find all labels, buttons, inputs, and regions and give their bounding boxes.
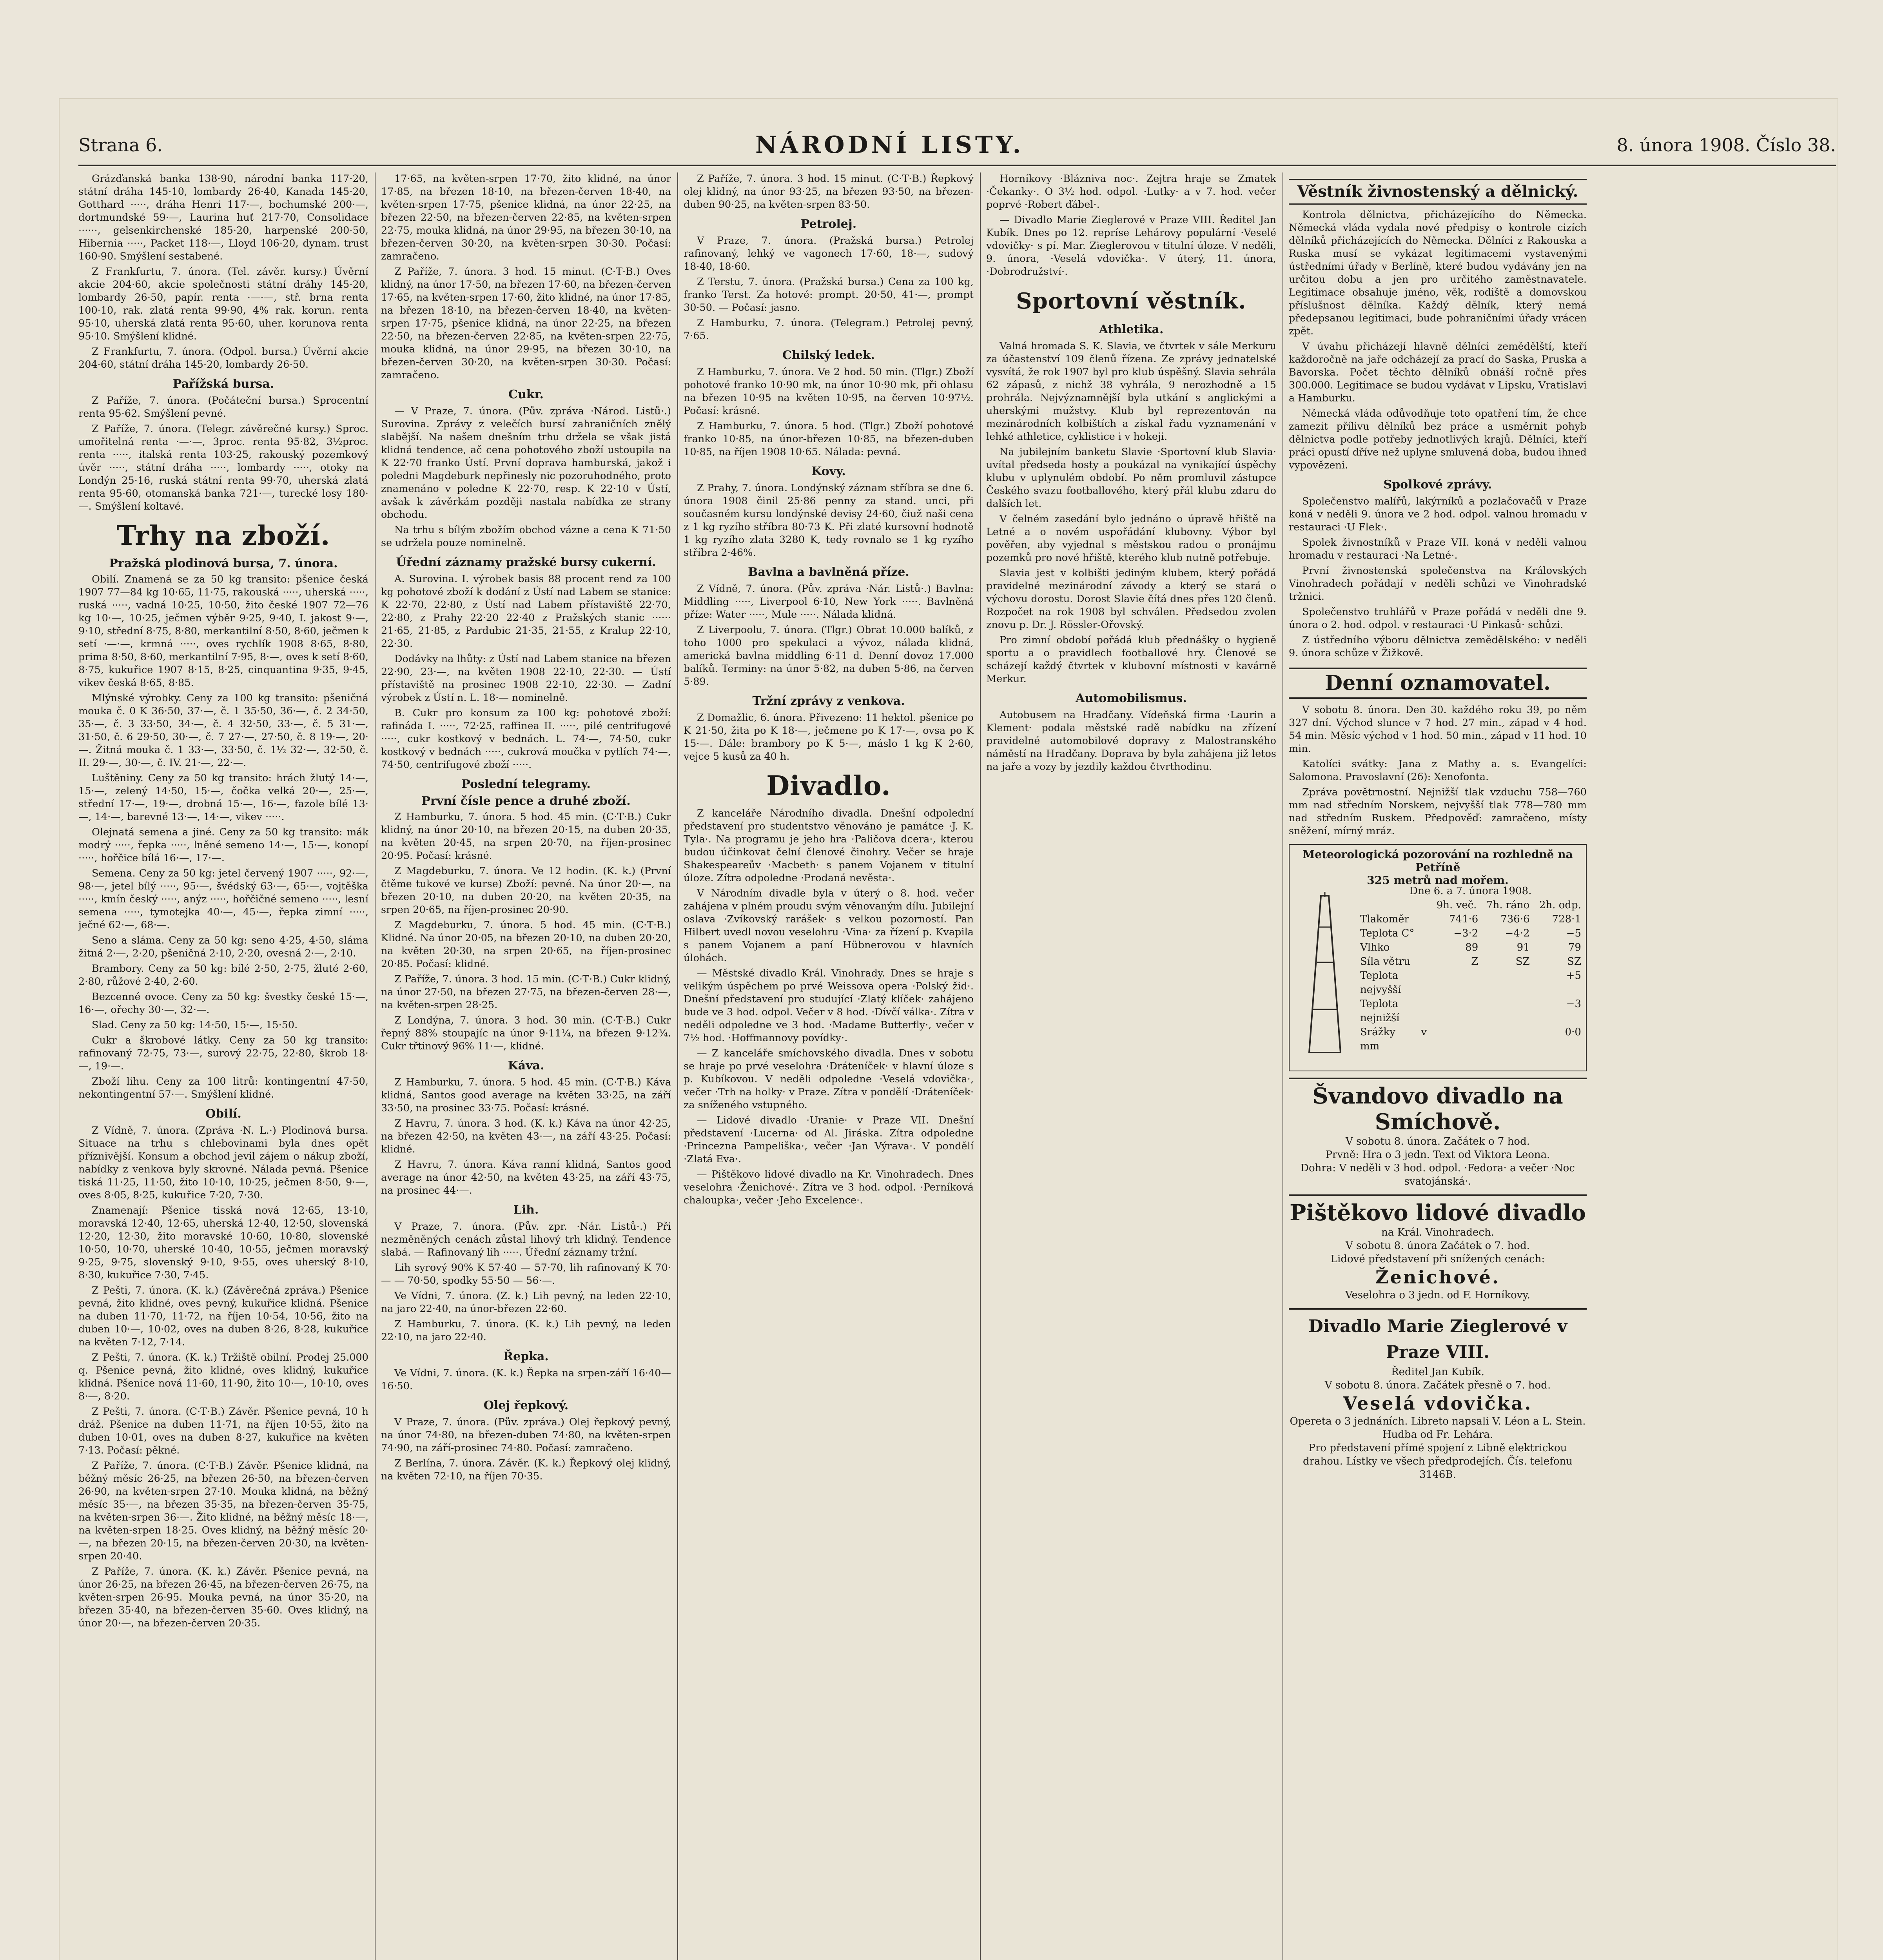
section-heading: Spolkové zprávy. [1383,478,1492,492]
text-block: Z Hamburku, 7. února. 5 hod. 45 min. (C·T·B.) Káva klidná, Santos good average na květen 33·25, na září 33·50, na prosinec 33·75. Počasí: krásné. [381,1076,671,1114]
page-header [78,129,1836,161]
section-heading: Tržní zprávy z venkova. [752,694,905,708]
masthead: NÁRODNÍ LISTY. [755,131,1024,159]
meteo-cell [1443,997,1478,1025]
ad-svandovo [1289,1078,1587,1188]
column-2 [381,172,671,1960]
section-title: Věstník živnostenský a dělnický. [1289,179,1587,205]
text-block: Spolek živnostníků v Praze VII. koná v neděli valnou hromadu v restauraci ·Na Letné·. [1289,537,1587,561]
text-block: Z Havru, 7. února. 3 hod. (K. k.) Káva na únor 42·25, na březen 42·50, na květen 43·—, na září 43·25. Počasí: klidné. [381,1118,671,1155]
text-block: Z Domažlic, 6. února. Přivezeno: 11 hektol. pšenice po K 21·50, žita po K 18·—, ječmene po K 17·—, ovsa po K 15·—. Dále: brambory po K 5·—, máslo 1 kg K 2·60, vejce 5 kusů za 40 h. [684,712,974,762]
text-block: Z Paříže, 7. února. 3 hod. 15 minut. (C·T·B.) Oves klidný, na únor 17·50, na březen 17·60, na březen-červen 17·65, na květen-srpen 17·60, žito klidné, na únor 17·85, na březen 18·10, na březen-červen 18·40, na květen-srpen 17·75, pšenice klidná, na únor 22·25, na březen 22·50, na březen-červen 22·85, na květen-srpen 22·75, mouka klidná, na únor 29·95, na březen 30·10, na březen-červen 30·20, na květen-srpen 30·30. Počasí: zamračeno. [381,266,671,381]
text-block: Z Havru, 7. února. Káva ranní klidná, Santos good average na únor 42·50, na květen 43·25, na září 43·75, na prosinec 44·—. [381,1159,671,1196]
text-block: Společenstvo malířů, lakýrníků a pozlačovačů v Praze koná v neděli 9. února ve 2 hod. odpol. valnou hromadu v restauraci ·U Flek·. [1289,495,1587,533]
text-block: Autobusem na Hradčany. Vídeňská firma ·Laurin a Klement· podala městské radě nabídku na zřízení pravidelné automobilové dopravy z Malostranského náměstí na Hradčany. Doprava by byla zahájena již letos na jaře a vozy by jezdily každou čtvrthodinu. [986,709,1276,773]
text-block: Horníkovy ·Blázniva noc·. Zejtra hraje se Zmatek ·Čekanky·. O 3½ hod. odpol. ·Lutky· a v 7. hod. večer poprvé ·Robert ďábel·. [986,173,1276,211]
text-block: Z Magdeburku, 7. února. Ve 12 hodin. (K. k.) (První čtěme tukové ve kurse) Zboží: pevné. Na únor 20·—, na březen 20·10, na duben 20·20, na květen 20·35, na srpen 20·65, na říjen-prosinec 20·90. [381,865,671,916]
column-3 [684,172,974,1960]
column-divider [980,172,981,1960]
text-block: Bezcenné ovoce. Ceny za 50 kg: švestky české 15·—, 16·—, ořechy 30·—, 32·—. [78,991,368,1016]
column-5 [1289,172,1587,1960]
ad-title: Pištěkovo lidové divadlo [1290,1200,1586,1226]
meteo-row [1360,997,1581,1025]
section-heading: Athletika. [1099,323,1164,336]
section-heading: Pařížská bursa. [172,377,274,391]
text-block: Z kanceláře Národního divadla. Dnešní odpolední představení pro studentstvo věnováno je památce ·J. K. Tyla·. Na programu je jeho hra ·Paličova dcera·, kterou budou účinkovat čelní členové činohry. Večer se hraje Shakespeareův ·Macbeth· s panem Vojanem v titulní úloze. Zítra odpoledne ·Prodaná nevěsta·. [684,808,974,884]
text-block: Z Paříže, 7. února. (K. k.) Závěr. Pšenice pevná, na únor 26·25, na březen 26·45, na březen-červen 26·75, na květen-srpen 26·95. Mouka pevná, na únor 35·20, na březen 35·40, na březen-červen 35·60. Oves klidný, na únor 20·—, na březen-červen 20·35. [78,1566,368,1629]
text-block: Z Paříže, 7. února. 3 hod. 15 min. (C·T·B.) Cukr klidný, na únor 27·50, na březen 27·75, na březen-červen 28·—, na květen-srpen 28·25. [381,973,671,1011]
ad-line: Pro představení přímé spojení z Libně elektrickou drahou. Lístky ve všech předprodejích. Čís. telefonu 3146B. [1302,1442,1573,1481]
columns [78,172,1836,1960]
text-block: Slavia jest v kolbišti jediným klubem, který pořádá pravidelné mezinárodní závody a který se stará o výchovu dorostu. Dorost Slavie čítá dnes přes 120 členů. Rozpočet na rok 1908 byl schválen. Předsedou zvolen znovu p. Dr. J. Rössler-Ořovský. [986,567,1276,631]
text-block: — Z kanceláře smíchovského divadla. Dnes v sobotu se hraje po prvé veselohra ·Dráteníček· v hlavní úloze s p. Kubíkovou. V neděli odpoledne ·Veselá vdovička·, večer ·Trh na holky· v Praze. Zítra v pondělí ·Dráteníček· za sníženého vstupného. [684,1047,974,1111]
meteo-row-label: Síla větru [1360,956,1410,967]
text-block: Grázďanská banka 138·90, národní banka 117·20, státní dráha 145·10, lombardy 26·40, Kanada 145·20, Gotthard ·····, dráha Henri 117·—, bochumské 200·—, dortmundské 59·—, Laurina huť 217·70, Consolidace ······, gelsenkirchenské 185·20, harpenské 200·50, Hibernia ·····, Packet 118·—, Lloyd 106·20, dynam. trust 160·90. Smýšlení sestabené. [78,173,368,262]
ad-line: Dohra: V neděli v 3 hod. odpol. ·Fedora· a večer ·Noc svatojánská·. [1301,1162,1575,1187]
meteo-col-header: 9h. več. [1436,899,1477,911]
meteo-title: Meteorologická pozorování na rozhledně na Petříně [1302,848,1573,874]
text-block: Z Magdeburku, 7. února. 5 hod. 45 min. (C·T·B.) Klidné. Na únor 20·05, na březen 20·10, na duben 20·20, na květen 20·30, na srpen 20·65, na říjen-prosinec 20·85. Počasí: klidné. [381,919,671,970]
ad-play-title: Ženichové. [1375,1267,1500,1288]
meteo-row-label: Teplota nejnižší [1360,998,1400,1024]
text-block: Z Vídně, 7. února. (Pův. zpráva ·Nár. Listů·.) Bavlna: Middling ·····, Liverpool 6·10, New York ·····. Bavlněná příze: Water ·····, Mule ·····. Nálada klidná. [684,583,974,621]
date-issue: 8. února 1908. Číslo 38. [1616,134,1836,156]
text-block: Z ústředního výboru dělnictva zemědělského: v neděli 9. února schůze v Žižkově. [1289,634,1587,659]
section-subtitle: První čísle pence a druhé zboží. [421,794,631,808]
ad-title: Švandovo divadlo na Smíchově. [1312,1083,1563,1135]
text-block: Mlýnské výrobky. Ceny za 100 kg transito: pšeničná mouka č. 0 K 36·50, 37·—, č. 1 35·50, 36·—, č. 2 34·50, 35·—, č. 3 33·50, 34·—, č. 4 32·50, 33·—, č. 5 31·—, 31·50, č. 6 29·50, 30·—, č. 7 27·—, 27·50, č. 8 19·—, 20·—. Žitná mouka č. 1 33·—, 33·50, č. 1½ 32·—, 32·50, č. II. 29·—, 30·—, č. IV. 21·—, 22·—. [78,692,368,769]
section-heading: Bavlna a bavlněná příze. [748,565,909,579]
text-block: Z Pešti, 7. února. (K. k.) (Závěrečná zpráva.) Pšenice pevná, žito klidné, oves pevný, kukuřice klidná. Pšenice na duben 11·70, 11·72, na říjen 10·54, 10·56, žito na duben 10·—, 10·02, oves na duben 8·26, 8·28, kukuřice na květen 7·12, 7·14. [78,1285,368,1348]
column-divider [677,172,678,1960]
section-heading: Lih. [513,1203,539,1217]
meteo-cell: Z [1471,956,1478,967]
text-block: Cukr a škrobové látky. Ceny za 50 kg transito: rafinovaný 72·75, 73·—, surový 22·75, 22·80, škrob 18·—, 19·—. [78,1034,368,1072]
section-title: Divadlo. [766,770,891,802]
meteo-row [1360,955,1581,969]
section-heading: Káva. [508,1059,544,1073]
text-block: V úvahu přicházejí hlavně dělníci zemědělští, kteří každoročně na jaře odcházejí za prací do Saska, Pruska a Bavorska. Počet těchto dělníků obnáší ročně přes 300.000. Legitimace se budou vydávat v Lipsku, Vratislavi a Hamburku. [1289,341,1587,404]
section-heading: Úřední záznamy pražské bursy cukerní. [396,555,656,569]
ad-title: Divadlo Marie Zieglerové v Praze VIII. [1308,1316,1567,1362]
meteo-row [1360,1025,1581,1053]
section-heading: Kovy. [811,465,846,478]
meteo-row-label: Tlakoměr [1360,913,1410,925]
meteo-cell: −4·2 [1505,927,1530,939]
section-heading: Petrolej. [800,217,857,231]
meteo-col-header: 2h. odp. [1539,899,1581,911]
ad-play-title: Veselá vdovička. [1343,1393,1533,1414]
meteo-cell [1495,969,1530,997]
text-block: Z Liverpoolu, 7. února. (Tlgr.) Obrat 10.000 balíků, z toho 1000 pro spekulaci a vývoz, nálada klidná, americká bavlna middling 6·11 d. Denní dovoz 17.000 balíků. Terminy: na únor 5·82, na duben 5·86, na červen 5·89. [684,624,974,688]
text-block: Společenstvo truhlářů v Praze pořádá v neděli dne 9. února o 2. hod. odpol. v restauraci ·U Pinkasů· schůzi. [1289,606,1587,631]
text-block: A. Surovina. I. výrobek basis 88 procent rend za 100 kg pohotové zboží k dodání z Ústí nad Labem se stanice: K 22·70, 22·80, z Ústí nad Labem přístaviště 22·70, 22·80, z Prahy 22·20 22·40 z Pražských stanic ······ 21·65, 21·85, z Pardubic 21·35, 21·55, z Kralup 22·10, 22·30. [381,573,671,650]
text-block: V Praze, 7. února. (Pův. zpr. ·Nár. Listů·.) Při nezměněných cenách zůstal lihový trh klidný. Tendence slabá. — Rafinovaný lih ·····. Úřední záznamy tržní. [381,1221,671,1258]
meteo-box [1289,844,1587,1071]
text-block: Lih syrový 90% K 57·40 — 57·70, lih rafinovaný K 70·— — 70·50, spodky 55·50 — 56·—. [381,1262,671,1287]
meteo-row [1360,926,1581,940]
text-block: Katolíci svátky: Jana z Mathy a. s. Evangelíci: Salomona. Pravoslavní (26): Xenofonta. [1289,758,1587,783]
meteo-cell [1495,997,1530,1025]
meteo-cell: 89 [1465,942,1478,953]
ad-line: Veselohra o 3 jedn. od F. Horníkovy. [1345,1289,1530,1301]
text-block: V čelném zasedání bylo jednáno o úpravě hřiště na Letné a o novém uspořádání klubovny. Výbor byl pověřen, aby vyjednal s městskou radou o pronájmu pozemků pro nové hřiště, kterého klub nutně potřebuje. [986,513,1276,564]
ad-subtitle: Ředitel Jan Kubík. [1391,1366,1484,1378]
ad-line: Prvně: Hra o 3 jedn. Text od Viktora Leona. [1325,1149,1550,1161]
text-block: — Lidové divadlo ·Uranie· v Praze VII. Dnešní představení ·Lucerna· od Al. Jiráska. Zítra odpoledne ·Princezna Pampeliška·, večer ·Jan Výrava·. V pondělí ·Zlatá Eva·. [684,1114,974,1165]
text-block: Na jubilejním banketu Slavie ·Sportovní klub Slavia· uvítal předseda hosty a poukázal na vynikající úspěchy klubu v uplynulém období. Po něm promluvil zástupce Českého svazu footballového, který přál klubu zdaru do dalších let. [986,446,1276,510]
text-block: Dodávky na lhůty: z Ústí nad Labem stanice na březen 22·90, 23·—, na květen 1908 22·10, 22·30. — Ústí přístaviště na prosinec 1908 22·10, 22·30. — Zadní výrobek z Ústí n. L. 18·— nominelně. [381,653,671,704]
section-heading: Řepka. [503,1350,549,1363]
text-block: Ve Vídni, 7. února. (K. k.) Řepka na srpen-září 16·40—16·50. [381,1367,671,1392]
meteo-row [1360,912,1581,926]
text-block: Z Pešti, 7. února. (C·T·B.) Závěr. Pšenice pevná, 10 h dráž. Pšenice na duben 11·71, na říjen 10·55, žito na duben 10·01, oves na duben 8·27, kukuřice na květen 7·13. Počasí: pěkné. [78,1406,368,1456]
ad-line: V sobotu 8. února. Začátek o 7 hod. [1346,1136,1530,1147]
section-heading: Olej řepkový. [483,1399,569,1412]
meteo-cell: SZ [1515,956,1530,967]
text-block: Z Paříže, 7. února. (Počáteční bursa.) Sprocentní renta 95·62. Smýšlení pevné. [78,395,368,419]
meteo-cell: 736·6 [1500,913,1530,925]
meteo-cell: SZ [1567,956,1581,967]
meteo-cell: +5 [1566,970,1581,982]
meteo-body [1360,912,1581,1053]
petrin-tower-icon [1301,892,1348,1056]
text-block: Slad. Ceny za 50 kg: 14·50, 15·—, 15·50. [92,1019,298,1031]
text-block: Seno a sláma. Ceny za 50 kg: seno 4·25, 4·50, sláma žitná 2·—, 2·20, pšeničná 2·10, 2·20, ovesná 2·—, 2·10. [78,935,368,959]
meteo-row [1360,969,1581,997]
text-block: Z Hamburku, 7. února. 5 hod. 45 min. (C·T·B.) Cukr klidný, na únor 20·10, na březen 20·15, na duben 20·35, na květen 20·45, na srpen 20·70, na říjen-prosinec 20·95. Počasí: krásné. [381,811,671,862]
meteo-cell: 91 [1517,942,1530,953]
text-block: — V Praze, 7. února. (Pův. zpráva ·Národ. Listů·.) Surovina. Zprávy z velečích bursí zahraničních znělý slabější. Na našem dnešním trhu držela se však jistá klidná tendence, ač cena pohotového zboží ustoupila na K 22·70 franko Ústí. První doprava hamburská, jakož i poledni Magdeburk nepřinesly nic pozoruhodného, proto znamenáno v poledne K 22·70, resp. K 22·10 v Ústí, avšak k závěrkám později nastala nabídka ze strany obchodu. [381,405,671,521]
text-block: Z Pešti, 7. února. (K. k.) Tržiště obilní. Prodej 25.000 q. Pšenice pevná, žito klidné, oves klidný, kukuřice klidná. Pšenice nová 11·60, 11·90, žito 10·—, 10·10, oves 8·—, 8·20. [78,1352,368,1402]
ad-line: V sobotu 8. února Začátek o 7. hod. [1346,1240,1530,1252]
text-block: Z Frankfurtu, 7. února. (Tel. závěr. kursy.) Úvěrní akcie 204·60, akcie společnosti státní dráhy 145·20, lombardy 26·50, papír. renta ·—·—, stř. brna renta 100·10, rak. zlatá renta 99·90, 4% rak. korun. renta 95·10, uherská zlatá renta 95·60, uher. korunova renta 95·10. Smýšlení klidné. [78,266,368,342]
meteo-corner [1360,898,1427,912]
meteo-cell [1495,1025,1530,1053]
column-1 [78,172,368,1960]
text-block: Pro zimní období pořádá klub přednášky o hygieně sportu a o pravidlech footballové hry. Členové se scházejí každý čtvrtek v klubovní místnosti v kavárně Merkur. [986,634,1276,685]
section-title: Denní oznamovatel. [1289,668,1587,699]
meteo-row [1360,940,1581,955]
text-block: Z Hamburku, 7. února. 5 hod. (Tlgr.) Zboží pohotové franko 10·85, na únor-březen 10·85, na březen-duben 10·85, na říjen 1908 10·65. Nálada: pevná. [684,420,974,458]
text-block: V Praze, 7. února. (Pražská bursa.) Petrolej rafinovaný, lehký ve vagonech 17·60, 18·—, sudový 18·40, 18·60. [684,235,974,272]
ad-line: V sobotu 8. února. Začátek přesně o 7. hod. [1324,1379,1551,1391]
meteo-cell: −3·2 [1453,927,1478,939]
meteo-cell: 79 [1568,942,1581,953]
meteo-date: Dne 6. a 7. února 1908. [1410,885,1532,897]
text-block: Z Paříže, 7. února. 3 hod. 15 minut. (C·T·B.) Řepkový olej klidný, na únor 93·25, na březen 93·50, na březen-duben 90·25, na květen-srpen 83·50. [684,173,974,211]
text-block: Zboží lihu. Ceny za 100 litrů: kontingentní 47·50, nekontingentní 57·—. Smýšlení klidné. [78,1076,368,1100]
ad-subtitle: na Král. Vinohradech. [1381,1227,1495,1238]
text-block: Luštěniny. Ceny za 50 kg transito: hrách žlutý 14·—, 15·—, zelený 14·50, 15·—, čočka velká 20·—, 25·—, střední 17·—, 19·—, drobná 15·—, 16·—, fazole bílé 13·—, 14·—, barevné 13·—, 14·—, vikev ·····. [78,772,368,823]
text-block: Brambory. Ceny za 50 kg: bílé 2·50, 2·75, žluté 2·60, 2·80, růžové 2·40, 2·60. [78,963,368,987]
text-block: — Pištěkovo lidové divadlo na Kr. Vinohradech. Dnes veselohra ·Ženichové·. Zítra ve 3 hod. odpol. ·Perníková chaloupka·, večer ·Jeho Excelence·. [684,1169,974,1206]
text-block: — Městské divadlo Král. Vinohrady. Dnes se hraje s velikým úspěchem po prvé Weissova opera ·Polský žid·. Dnešní představení pro studující ·Zlatý klíček· zahájeno bude ve 3 hod. odpol. Večer v 8 hod. ·Dívčí válka·. Zítra v neděli odpoledne ve 3 hod. ·Madame Butterfly·, večer v 7½ hod. ·Hoffmannovy povídky·. [684,967,974,1044]
text-block: Z Prahy, 7. února. Londýnský záznam stříbra se dne 6. února 1908 činil 25·86 penny za stand. unci, při současném kursu londýnské devisy 24·60, čiuž naši cena z 1 kg ryzího stříbra 80·73 K. Při zlaté kursovní hodnotě 1 kg ryzího zlata 3280 K, tedy rovnalo se 1 kg ryzího stříbra 2·46%. [684,482,974,559]
meteo-row-label: Srážky v mm [1360,1026,1427,1052]
text-block: Znamenají: Pšenice tisská nová 12·65, 13·10, moravská 12·40, 12·65, uherská 12·40, 12·50, slovenská 12·20, 12·30, žito moravské 10·60, 10·80, slovenské 10·50, 10·70, uherské 10·40, 10·55, ječmen moravský 9·25, 9·75, slovenský 9·10, 9·55, oves uherský 8·10, 8·30, kukuřice 7·30, 7·45. [78,1205,368,1281]
text-block: Z Terstu, 7. února. (Pražská bursa.) Cena za 100 kg, franko Terst. Za hotové: prompt. 20·50, 41·—, prompt 30·50. — Počasí: jasno. [684,276,974,314]
meteo-header-row [1360,898,1581,912]
text-block: Olejnatá semena a jiné. Ceny za 50 kg transito: mák modrý ·····, řepka ·····, lněné semeno 14·—, 15·—, konopí ·····, hořčice bílá 16·—, 17·—. [78,826,368,864]
text-block: Semena. Ceny za 50 kg: jetel červený 1907 ·····, 92·—, 98·—, jetel bílý ·····, 95·—, švédský 63·—, 65·—, vojtěška ·····, kmín český ·····, anýz ·····, hořčičné semeno ·····, lesní semena ·····, tymotejka 40·—, 45·—, řepka zimní ·····, ječné 62·—, 68·—. [78,867,368,931]
column-divider [375,172,376,1960]
meteo-subtitle: 325 metrů nad mořem. [1367,874,1509,887]
text-block: V Národním divadle byla v úterý o 8. hod. večer zahájena v plném proudu svým věnovaným dílu. Jubilejní oslava ·Zvíkovský rarášek· s velkou pozorností. Pan Hilbert uvedl novou veselohru ·Vina· za řízení p. Kvapila s panem Vojanem a paní Hübnerovou v hlavních úlohách. [684,887,974,964]
text-block: Kontrola dělnictva, přicházejícího do Německa. Německá vláda vydala nové předpisy o kontrole cizích dělníků přicházejících do Německa. Dělníci z Rakouska a Ruska musí se vykázat legitimacemi vystavenými ústředními úřady v Berlíně, které budou vydávány jen na určitou dobu a jen pro určitého zaměstnavatele. Legitimace obsahuje jméno, věk, rodiště a domovskou příslušnost dělníka. Každý dělník, který nemá předepsanou legitimaci, bude pohraničními úřady vrácen zpět. [1289,209,1587,337]
meteo-row-label: Teplota nejvyšší [1360,970,1401,996]
text-block: Valná hromada S. K. Slavia, ve čtvrtek v sále Merkuru za účastenství 109 členů řízena. Ze zprávy jednatelské vysvítá, že rok 1907 byl pro klub úspěšný. Slavia sehrála 62 zápasů, z nichž 38 vyhrála, 9 nerozhodně a 15 prohrála. Nejvýznamnější byla utkání s anglickými a uherskými mužstvy. Klub byl reprezentován na mezinárodních kolbištích a získal řadu vyznamenání v lehké athletice, cyklistice i v hokeji. [986,340,1276,443]
section-title: Trhy na zboží. [116,520,330,552]
meteo-cell: 728·1 [1552,913,1581,925]
page-label: Strana 6. [78,134,163,156]
section-subtitle: Pražská plodinová bursa, 7. února. [109,557,338,570]
meteo-cell [1443,1025,1478,1053]
meteo-table [1360,884,1581,1053]
text-block: V Praze, 7. února. (Pův. zpráva.) Olej řepkový pevný, na únor 74·80, na březen-duben 74·80, na květen-srpen 74·90, na září-prosinec 74·80. Počasí: zamračeno. [381,1416,671,1454]
text-block: Z Berlína, 7. února. Závěr. (K. k.) Řepkový olej klidný, na květen 72·10, na říjen 70·35. [381,1457,671,1482]
text-block: První živnostenská společenstva na Královských Vinohradech pořádají v neděli schůzi ve Vinohradské tržnici. [1289,565,1587,603]
text-block: V sobotu 8. února. Den 30. každého roku 39, po něm 327 dní. Východ slunce v 7 hod. 27 min., západ v 4 hod. 54 min. Měsíc východ v 1 hod. 50 min., západ v 11 hod. 10 min. [1289,704,1587,755]
ad-ziegler [1289,1308,1587,1481]
ad-line: Opereta o 3 jednáních. Libreto napsali V. Léon a L. Stein. Hudba od Fr. Lehára. [1290,1416,1586,1441]
section-heading: Obilí. [205,1107,241,1121]
text-block: Z Paříže, 7. února. (C·T·B.) Závěr. Pšenice klidná, na běžný měsíc 26·25, na březen 26·50, na březen-červen 26·90, na květen-srpen 27·10. Mouka klidná, na běžný měsíc 35·—, na březen 35·35, na březen-červen 35·75, na květen-srpen 36·—. Žito klidné, na běžný měsíc 18·—, na květen-srpen 18·25. Oves klidný, na běžný měsíc 20·—, na březen 20·15, na březen-červen 20·30, na květen-srpen 20·40. [78,1460,368,1562]
meteo-cell: 741·6 [1449,913,1478,925]
meteo-cell: 0·0 [1565,1026,1581,1038]
text-block: Z Hamburku, 7. února. (K. k.) Lih pevný, na leden 22·10, na jaro 22·40. [381,1318,671,1343]
header-rule [78,165,1836,166]
ad-pistek [1289,1194,1587,1302]
text-block: Z Londýna, 7. února. 3 hod. 30 min. (C·T·B.) Cukr řepný 88% stoupajíc na únor 9·11¼, na březen 9·12¾. Cukr třtinový 96% 11·—, klidné. [381,1014,671,1052]
section-heading: Chilský ledek. [782,348,875,362]
text-block: 17·65, na květen-srpen 17·70, žito klidné, na únor 17·85, na březen 18·10, na březen-červen 18·40, na květen-srpen 17·75, pšenice klidná, na únor 22·25, na březen 22·50, na březen-červen 22·85, na květen-srpen 22·75, mouka klidná, na únor 29·95, na březen 30·10, na březen-červen 30·20, na květen-srpen 30·30. Počasí: zamračeno. [381,173,671,262]
text-block: B. Cukr pro konsum za 100 kg: pohotové zboží: rafináda I. ·····, 72·25, raffinea II. ·····, pilé centrifugové ·····, cukr kostkový v bednách. L. 74·—, 74·50, cukr kostkový v bednách ·····, cukrová moučka v pytlích 74·—, 74·50, centrifugové zboží ·····. [381,707,671,771]
meteo-col-header: 7h. ráno [1486,899,1530,911]
meteo-cell: −5 [1566,927,1581,939]
text-block: Na trhu s bílým zbožím obchod vázne a cena K 71·50 se udržela pouze nominelně. [381,524,671,549]
text-block: Zpráva povětrnostní. Nejnižší tlak vzduchu 758—760 mm nad středním Norskem, nejvyšší tlak 778—780 mm nad středním Ruskem. Předpověď: zamračeno, místy sněžení, mírný mráz. [1289,786,1587,837]
meteo-row-label: Vlhko [1360,942,1390,953]
ad-line: Lidové představení při snížených cenách: [1330,1253,1545,1265]
text-block: Z Paříže, 7. února. (Telegr. závěrečné kursy.) Sproc. umořitelná renta ·—·—, 3proc. renta 95·82, 3½proc. renta ·····, italská renta 103·25, rakouský pozemkový úvěr ·····, státní dráha ·····, lombardy ·····, otoky na Londýn 25·16, ruská státní renta 99·70, uherská zlatá renta 95·60, otomanská banka 721·—, turecké losy 180·—. Smýšlení koltavé. [78,423,368,512]
text-block: Z Hamburku, 7. února. (Telegram.) Petrolej pevný, 7·65. [684,317,974,342]
meteo-row-label: Teplota C° [1360,927,1415,939]
section-heading: Poslední telegramy. [461,777,591,791]
text-block: — Divadlo Marie Zieglerové v Praze VIII. Ředitel Jan Kubík. Dnes po 12. repríse Lehárovy populární ·Veselé vdovičky· s pí. Mar. Zieglerovou v titulní úloze. V neděli, 9. února, ·Veselá vdovička·. V úterý, 11. února, ·Dobrodružství·. [986,214,1276,278]
section-heading: Cukr. [508,388,544,401]
text-block: Z Vídně, 7. února. (Zpráva ·N. L.·) Plodinová bursa. Situace na trhu s chlebovinami byla dnes opět příznivější. Konsum a obchod jevil zájem o nákup zboží, nabídky z venkova byly skrovné. Nálada pevná. Pšenice tiská 11·25, 11·50, žito 10·10, 10·25, ječmen 8·50, 9·—, oves 8·05, 8·25, kukuřice 7·20, 7·30. [78,1125,368,1201]
section-title: Sportovní věstník. [1016,288,1246,314]
text-block: Z Frankfurtu, 7. února. (Odpol. bursa.) Úvěrní akcie 204·60, státní dráha 145·20, lombardy 26·50. [78,346,368,370]
meteo-cell: −3 [1566,998,1581,1010]
column-4 [986,172,1276,1960]
text-block: Obilí. Znamená se za 50 kg transito: pšenice česká 1907 77—84 kg 10·65, 11·75, rakouská ·····, uherská ·····, ruská ·····, vadná 10·25, 10·50, žito české 1907 72—76 kg 10·—, 10·25, ječmen výběr 9·25, 9·40, I. jakost 9·—, 9·10, střední 8·75, 8·80, merkantilní 8·50, 8·60, ječmen k setí ·—·—, krmná ·····, oves rychlík 1908 8·65, 8·80, prima 8·50, 8·60, merkantilní 7·95, 8·—, oves k setí 8·60, 8·75, kukuřice 1907 8·15, 8·25, cinquantina 9·35, 9·45, vikev česká 8·65, 8·85. [78,573,368,689]
section-heading: Automobilismus. [1076,691,1187,705]
text-block: Z Hamburku, 7. února. Ve 2 hod. 50 min. (Tlgr.) Zboží pohotové franko 10·90 mk, na únor 10·90 mk, při ohlasu na březen 10·95 na květen 10·95, na červen 10·97½. Počasí: krásné. [684,366,974,417]
text-block: Německá vláda odůvodňuje toto opatření tím, že chce zamezit přílivu dělníků bez práce a usměrnit pohyb dělnictva podle potřeby jednotlivých krajů. Dělníci, kteří práci opustí dříve než uplyne smluvená doba, budou ihned vypovězeni. [1289,408,1587,471]
text-block: Ve Vídni, 7. února. (Z. k.) Lih pevný, na leden 22·10, na jaro 22·40, na únor-březen 22·60. [381,1290,671,1315]
meteo-cell [1443,969,1478,997]
